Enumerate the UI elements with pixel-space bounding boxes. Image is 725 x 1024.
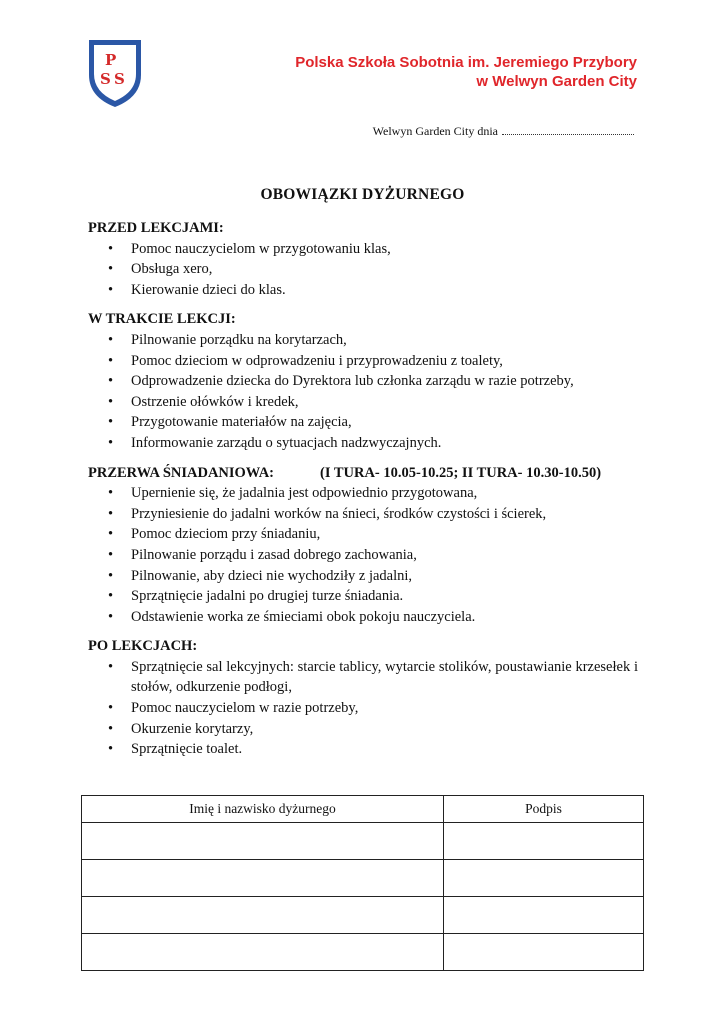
document-title: OBOWIĄZKI DYŻURNEGO (260, 186, 465, 203)
svg-text:S: S (100, 70, 111, 88)
school-name-line-1: Polska Szkoła Sobotnia im. Jeremiego Przybory (295, 54, 637, 71)
shield-emblem-icon (86, 37, 144, 109)
signature-cell[interactable] (444, 934, 644, 971)
section-during-lessons (88, 309, 638, 453)
list-item: • Pomoc nauczycielom w przygotowaniu klas, (88, 239, 638, 260)
list-item: • Sprzątnięcie jadalni po drugiej turze śniadania. (88, 586, 638, 607)
section-breakfast-break (88, 463, 638, 628)
school-logo (86, 37, 144, 109)
section-heading: W TRAKCIE LEKCJI: (88, 311, 236, 328)
duty-list (88, 657, 638, 760)
list-item: • Pomoc nauczycielom w razie potrzeby, (88, 698, 638, 719)
list-item: • Upernienie się, że jadalnia jest odpowiednio przygotowana, (88, 483, 638, 504)
signature-cell[interactable] (444, 860, 644, 897)
list-item: • Odstawienie worka ze śmieciami obok pokoju nauczyciela. (88, 607, 638, 628)
list-item: • Przygotowanie materiałów na zajęcia, (88, 412, 638, 433)
list-item: • Informowanie zarządu o sytuacjach nadzwyczajnych. (88, 433, 638, 454)
table-row (82, 860, 644, 897)
table-header-row (82, 796, 644, 823)
signature-cell[interactable] (444, 823, 644, 860)
list-item: • Sprzątnięcie sal lekcyjnych: starcie tablicy, wytarcie stolików, poustawianie krzesełek i stołów, odkurzenie podłogi, (88, 657, 638, 698)
duty-list (88, 483, 638, 627)
column-header-signature: Podpis (444, 796, 644, 823)
name-cell[interactable] (82, 934, 444, 971)
break-schedule: (I TURA- 10.05-10.25; II TURA- 10.30-10.50) (320, 464, 602, 481)
school-name-line-2: w Welwyn Garden City (476, 73, 637, 90)
table-row (82, 823, 644, 860)
list-item: • Przyniesienie do jadalni worków na śnieci, środków czystości i ścierek, (88, 504, 638, 525)
list-item: • Pilnowanie porządu i zasad dobrego zachowania, (88, 545, 638, 566)
section-before-lessons (88, 218, 638, 300)
section-after-lessons (88, 636, 638, 760)
date-label: Welwyn Garden City dnia (372, 124, 498, 138)
section-heading: PRZED LEKCJAMI: (88, 220, 224, 236)
list-item: • Pilnowanie, aby dzieci nie wychodziły z jadalni, (88, 566, 638, 587)
duty-list (88, 330, 638, 454)
section-heading (88, 463, 638, 484)
column-header-name: Imię i nazwisko dyżurnego (82, 796, 444, 823)
name-cell[interactable] (82, 897, 444, 934)
name-cell[interactable] (82, 823, 444, 860)
date-blank (502, 124, 634, 135)
section-heading-text: PRZERWA ŚNIADANIOWA: (88, 464, 275, 481)
list-item: • Kierowanie dzieci do klas. (88, 280, 638, 301)
list-item: • Okurzenie korytarzy, (88, 719, 638, 740)
table-row (82, 934, 644, 971)
school-name (295, 53, 637, 91)
table-row (82, 897, 644, 934)
list-item: • Ostrzenie ołówków i kredek, (88, 392, 638, 413)
svg-text:P: P (105, 51, 117, 69)
list-item: • Obsługa xero, (88, 259, 638, 280)
list-item: • Pomoc dzieciom w odprowadzeniu i przyprowadzeniu z toalety, (88, 351, 638, 372)
list-item: • Pilnowanie porządku na korytarzach, (88, 330, 638, 351)
signature-cell[interactable] (444, 897, 644, 934)
section-heading: PO LEKCJACH: (88, 638, 198, 655)
duties-content (88, 218, 638, 760)
list-item: • Odprowadzenie dziecka do Dyrektora lub członka zarządu w razie potrzeby, (88, 371, 638, 392)
duty-list (88, 239, 638, 301)
duty-signature-table (81, 795, 644, 971)
list-item: • Pomoc dzieciom przy śniadaniu, (88, 524, 638, 545)
date-line (373, 124, 634, 139)
svg-text:S: S (114, 70, 125, 88)
list-item: • Sprzątnięcie toalet. (88, 739, 638, 760)
name-cell[interactable] (82, 860, 444, 897)
